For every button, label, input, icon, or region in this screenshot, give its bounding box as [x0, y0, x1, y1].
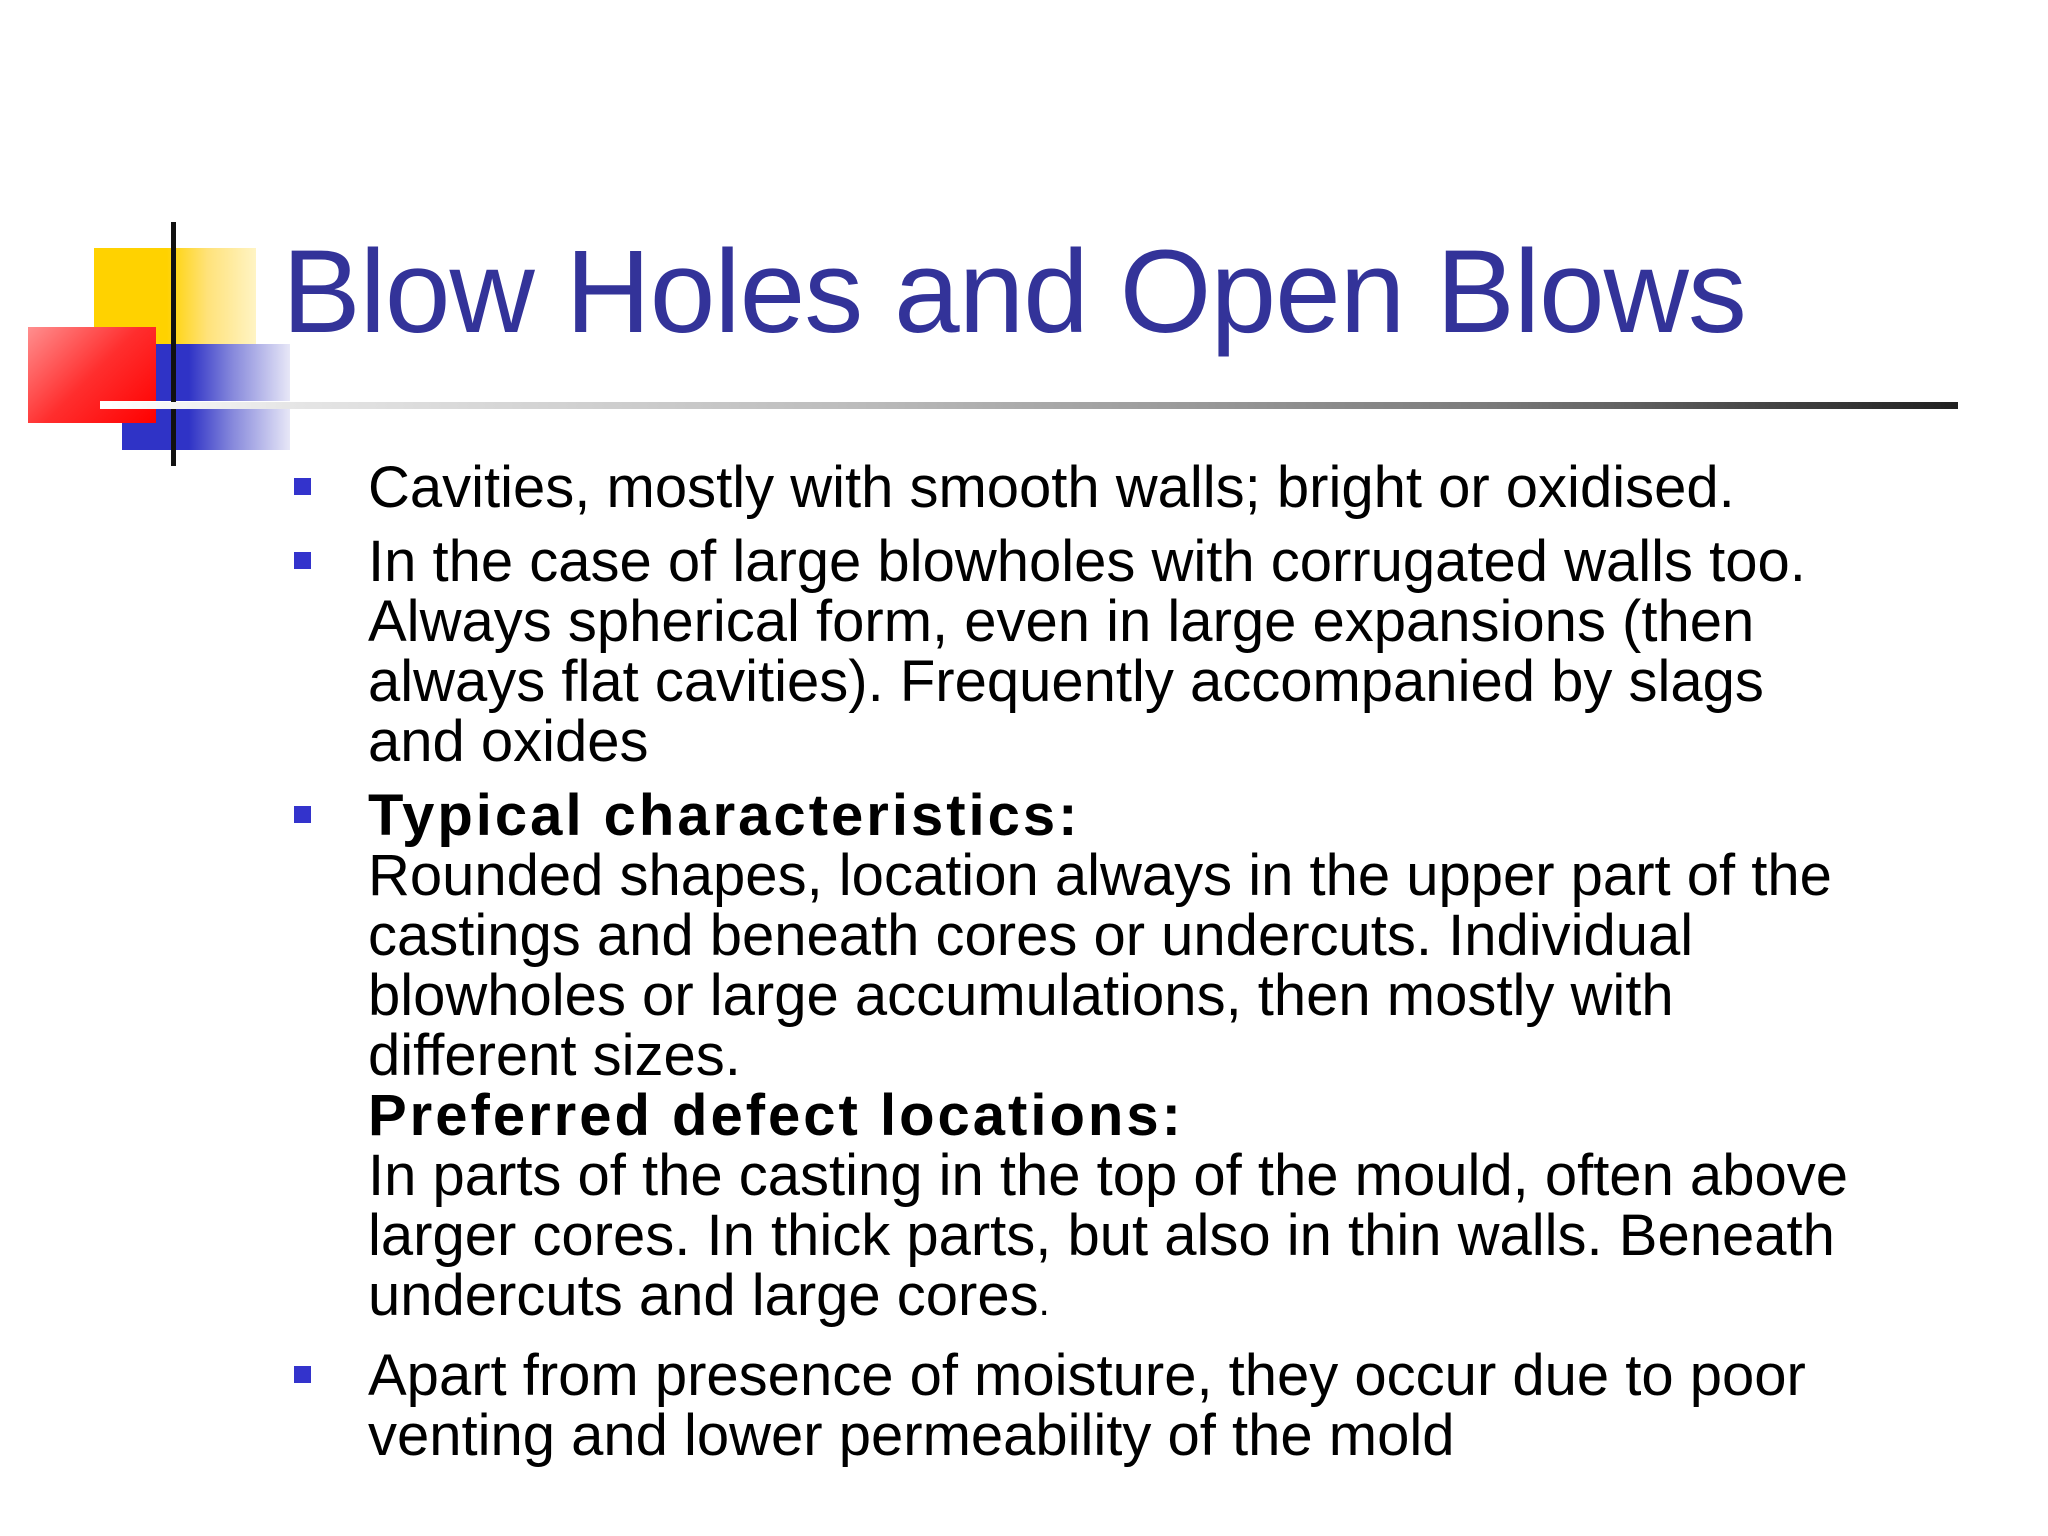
- bullet-text-line: and oxides: [368, 709, 649, 774]
- slide-logo: [0, 0, 300, 470]
- bullet-text-line: larger cores. In thick parts, but also in thin walls. Beneath: [368, 1203, 1835, 1268]
- bullet-text-fragment: undercuts and large cores: [368, 1263, 1039, 1328]
- bullet-text-line: always flat cavities). Frequently accompanied by slags: [368, 649, 1764, 714]
- bullet-item: [290, 529, 2010, 774]
- slide-title: Blow Holes and Open Blows: [282, 226, 1746, 358]
- bullet-item: [290, 1343, 2010, 1468]
- bullet-item: [290, 783, 2010, 1332]
- bullet-text-line: In the case of large blowholes with corrugated walls too.: [368, 529, 1806, 594]
- bullet-text-line: blowholes or large accumulations, then mostly with: [368, 963, 1674, 1028]
- bullet-square-icon: [294, 552, 311, 569]
- bullet-square-icon: [294, 1366, 311, 1383]
- bullet-text-line: different sizes.: [368, 1023, 741, 1088]
- bullet-text-line: In parts of the casting in the top of the mould, often above: [368, 1143, 1848, 1208]
- end-period: .: [1038, 1280, 1050, 1324]
- bullet-list: [290, 455, 2010, 1480]
- title-divider: [100, 402, 1958, 409]
- bullet-text-line: Always spherical form, even in large expansions (then: [368, 589, 1755, 654]
- bullet-item: [290, 455, 2010, 520]
- bullet-text-line: Cavities, mostly with smooth walls; bright or oxidised.: [368, 455, 1735, 520]
- bullet-square-icon: [294, 478, 311, 495]
- preferred-defect-locations-heading: Preferred defect locations:: [368, 1083, 1184, 1148]
- logo-vertical-bar: [171, 222, 176, 466]
- bullet-square-icon: [294, 806, 311, 823]
- bullet-text-line: venting and lower permeability of the mold: [368, 1403, 1455, 1468]
- bullet-text-line: Apart from presence of moisture, they occur due to poor: [368, 1343, 1806, 1408]
- bullet-text-line-last: [368, 1263, 2010, 1332]
- bullet-text-line: Rounded shapes, location always in the upper part of the: [368, 843, 1832, 908]
- typical-characteristics-heading: Typical characteristics:: [368, 783, 1081, 848]
- bullet-text-line: castings and beneath cores or undercuts. Individual: [368, 903, 1694, 968]
